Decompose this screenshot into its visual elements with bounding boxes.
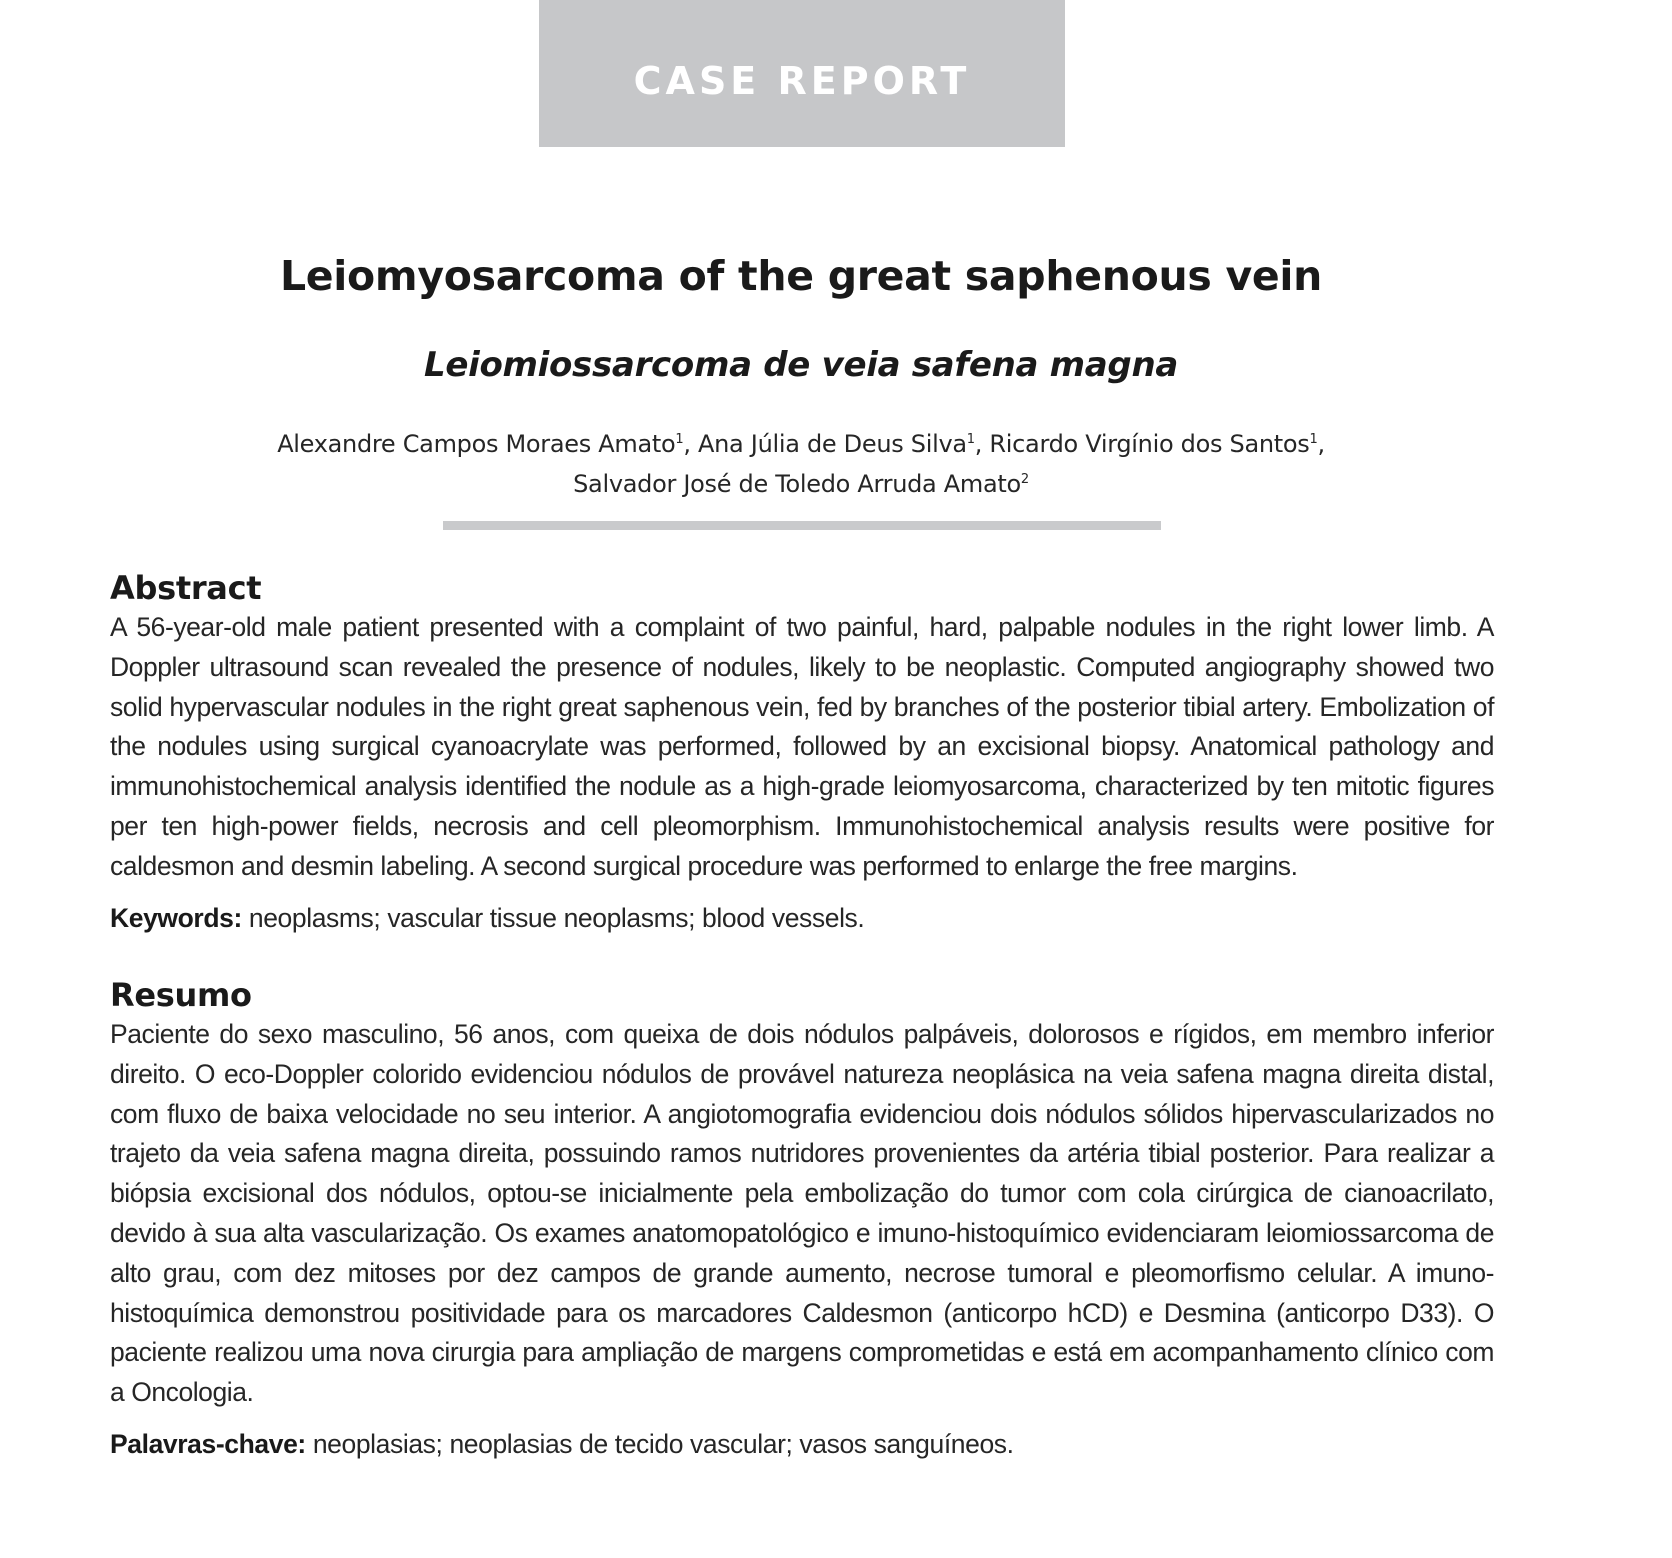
- author-affiliation: 1: [1309, 432, 1318, 447]
- author-name: Ricardo Virgínio dos Santos: [989, 430, 1310, 458]
- author: [277, 430, 698, 458]
- palavras-chave-label: Palavras-chave:: [110, 1428, 306, 1459]
- author-separator: ,: [683, 430, 699, 458]
- article-subtitle: Leiomiossarcoma de veia safena magna: [423, 345, 1179, 385]
- header-divider: [443, 521, 1161, 530]
- resumo-section: [110, 975, 1494, 1463]
- author-affiliation: 2: [1020, 472, 1029, 487]
- author-name: Salvador José de Toledo Arruda Amato: [573, 470, 1021, 498]
- author-name: Alexandre Campos Moraes Amato: [277, 430, 676, 458]
- author-list: [0, 424, 1602, 504]
- resumo-text: Paciente do sexo masculino, 56 anos, com queixa de dois nódulos palpáveis, dolorosos e rígidos, em membro inferior direito. O eco-Doppler colorido evidenciou nódulos de provável natureza neoplásica na veia safena magna direita distal, com fluxo de baixa velocidade no seu interior. A angiotomografia evidenciou dois nódulos sólidos hipervascularizados no trajeto da veia safena magna direita, possuindo ramos nutridores provenientes da artéria tibial posterior. Para realizar a biópsia excisional dos nódulos, optou-se inicialmente pela embolização do tumor com cola cirúrgica de cianoacrilato, devido à sua alta vascularização. Os exames anatomopatológico e imuno-histoquímico evidenciaram leiomiossarcoma de alto grau, com dez mitoses por dez campos de grande aumento, necrose tumoral e pleomorfismo celular. A imuno-histoquímica demonstrou positividade para os marcadores Caldesmon (anticorpo hCD) e Desmina (anticorpo D33). O paciente realizou uma nova cirurgia para ampliação de margens comprometidas e está em acompanhamento clínico com a Oncologia.: [110, 1019, 1494, 1408]
- author-separator: ,: [1317, 430, 1325, 458]
- abstract-text: A 56-year-old male patient presented with a complaint of two painful, hard, palpable nodules in the right lower limb. A Doppler ultrasound scan revealed the presence of nodules, likely to be neoplastic. Computed angiography showed two solid hypervascular nodules in the right great saphenous vein, fed by branches of the posterior tibial artery. Embolization of the nodules using surgical cyanoacrylate was performed, followed by an excisional biopsy. Anatomical pathology and immunohistochemical analysis identified the nodule as a high-grade leiomyosarcoma, characterized by ten mitotic figures per ten high-power fields, necrosis and cell pleomorphism. Immunohistochemical analysis results were positive for caldesmon and desmin labeling. A second surgical procedure was performed to enlarge the free margins.: [110, 612, 1494, 881]
- author-affiliation: 1: [966, 432, 975, 447]
- author-affiliation: 1: [675, 432, 684, 447]
- keywords-label: Keywords:: [110, 902, 242, 933]
- author: [573, 470, 1029, 498]
- keywords-value: neoplasms; vascular tissue neoplasms; blood vessels.: [248, 902, 865, 933]
- author: [989, 430, 1324, 458]
- article-title: Leiomyosarcoma of the great saphenous vein: [279, 252, 1323, 300]
- abstract-heading: Abstract: [110, 569, 262, 607]
- author: [698, 430, 989, 458]
- resumo-keywords: [110, 1425, 1494, 1463]
- author-separator: ,: [974, 430, 990, 458]
- section-banner: [539, 0, 1065, 147]
- abstract-keywords: [110, 899, 1494, 937]
- author-name: Ana Júlia de Deus Silva: [698, 430, 967, 458]
- abstract-section: [110, 568, 1494, 937]
- section-label: CASE REPORT: [633, 58, 971, 103]
- palavras-chave-value: neoplasias; neoplasias de tecido vascular; vasos sanguíneos.: [312, 1428, 1014, 1459]
- resumo-heading: Resumo: [110, 976, 252, 1014]
